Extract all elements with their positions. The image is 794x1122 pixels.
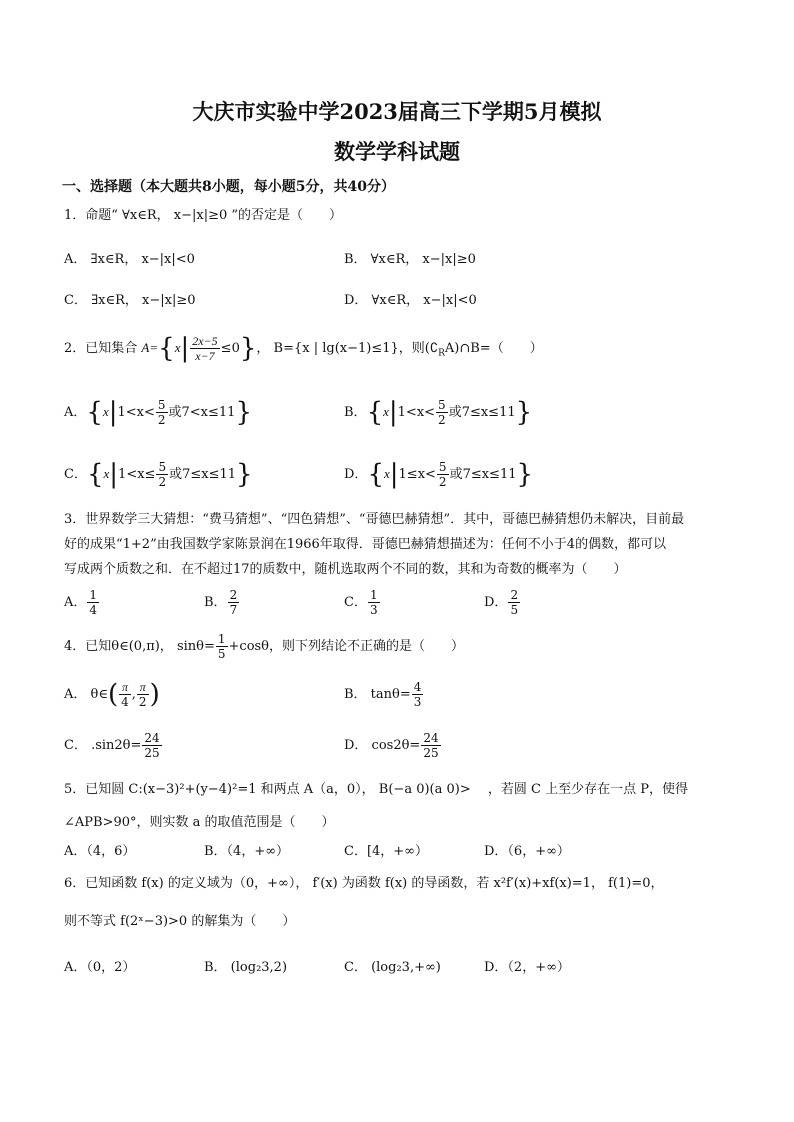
question-3-line-3: 写成两个质数之和．在不超过17的质数中，随机选取两个不同的数，其和为奇数的概率为（ ） [64,562,627,577]
question-1-option-c: C． ∃x∈R， x−|x|≥0 [64,293,196,308]
question-5-option-d: D．（6，+∞） [484,844,570,859]
question-3-option-d: D． $\frac{2}{5}$ [484,588,519,617]
fraction: $\frac{1}{3}$ [369,588,378,617]
question-4-option-b: B． tanθ= $\frac{4}{3}$ [344,680,422,709]
fraction: $\frac{5}{2}$ [438,398,446,427]
question-1-stem: 1．命题“ ∀x∈R， x−|x|≥0 ”的否定是（ ） [64,208,343,223]
fraction: $\frac{1}{5}$ [217,632,226,661]
question-4-stem: 4．已知θ∈(0,π)， sinθ= $\frac{1}{5}$ +cosθ，则下列结论不正确的是（ ） [64,632,465,661]
exam-title: 大庆市实验中学2023届高三下学期5月模拟 [192,99,602,124]
question-1-option-d: D． ∀x∈R， x−|x|<0 [344,293,477,308]
fraction: $\frac{24}{25}$ [144,731,160,760]
fraction: $\frac{4}{3}$ [413,680,422,709]
question-3-line-2: 好的成果“1+2”由我国数学家陈景润在1966年取得．哥德巴赫猜想描述为：任何不小于4的偶数，都可以 [64,537,667,552]
question-6-option-d: D．（2，+∞） [484,960,570,975]
fraction: $\frac{5}{2}$ [438,460,447,489]
fraction: $\frac{1}{4}$ [89,588,98,617]
fraction: $\frac{5}{2}$ [157,398,166,427]
exam-subtitle: 数学学科试题 [334,139,460,164]
question-2-option-a: A．{x|1<x< $\frac{5}{2}$ 或7<x≤11} [64,397,252,428]
question-1-option-a: A． ∃x∈R， x−|x|<0 [64,252,195,267]
question-3-option-a: A． $\frac{1}{4}$ [64,588,98,617]
question-5-line-1: 5．已知圆 C:(x−3)²+(y−4)²=1 和两点 A（a，0）， B(−a 0)(a 0)> ，若圆 C 上至少存在一点 P，使得 [64,782,688,797]
question-3-option-c: C． $\frac{1}{3}$ [344,588,378,617]
question-2-option-b: B．{x|1<x< $\frac{5}{2}$ 或7≤x≤11} [344,397,533,428]
question-3-line-1: 3．世界数学三大猜想：“费马猜想”、“四色猜想”、“哥德巴赫猜想”．其中，哥德巴赫猜想仍未解决，目前最 [64,512,685,527]
question-5-option-c: C．[4，+∞） [344,844,429,859]
question-5-line-2: ∠APB>90°，则实数 a 的取值范围是（ ） [64,815,335,830]
question-4-option-d: D． cos2θ= $\frac{24}{25}$ [344,731,439,760]
question-4-option-a: A． θ∈( $\frac{\pi}{4}$ , $\frac{\pi}{2}$ ) [64,679,160,710]
fraction: $\frac{2}{5}$ [510,588,519,617]
question-1-option-b: B． ∀x∈R， x−|x|≥0 [344,252,476,267]
fraction: $\frac{\pi}{4}$ [121,680,129,709]
section-heading: 一、选择题（本大题共8小题，每小题5分，共40分） [62,179,395,195]
fraction: $\frac{2x-5}{x-7}$ [192,334,218,363]
fraction: $\frac{5}{2}$ [158,460,167,489]
question-5-option-b: B．（4，+∞） [204,844,290,859]
question-6-option-b: B． (log₂3,2) [204,960,288,975]
fraction: $\frac{\pi}{2}$ [138,680,147,709]
question-6-option-c: C． (log₂3,+∞) [344,960,441,975]
question-2-stem: 2．已知集合 A={x| $\frac{2x-5}{x-7}$ ≤0}， B={x | lg(x−1)≤1}，则$(∁_RA)\cap B=$（ ） [64,333,543,364]
fraction: $\frac{24}{25}$ [423,731,439,760]
question-6-option-a: A．（0，2） [64,960,136,975]
question-6-line-2: 则不等式 f(2ˣ−3)>0 的解集为（ ） [64,914,296,929]
question-2-option-c: C．{x|1<x≤ $\frac{5}{2}$ 或7≤x≤11} [64,459,253,490]
question-4-option-c: C． .sin2θ= $\frac{24}{25}$ [64,731,160,760]
question-5-option-a: A．（4，6） [64,844,136,859]
question-3-option-b: B． $\frac{2}{7}$ [204,588,238,617]
fraction: $\frac{2}{7}$ [229,588,238,617]
question-2-option-d: D．{x|1≤x< $\frac{5}{2}$ 或7≤x≤11} [344,459,534,490]
question-6-line-1: 6．已知函数 f(x) 的定义域为（0，+∞）， f′(x) 为函数 f(x) 的导函数，若 x²f′(x)+xf(x)=1， f(1)=0， [64,876,664,891]
